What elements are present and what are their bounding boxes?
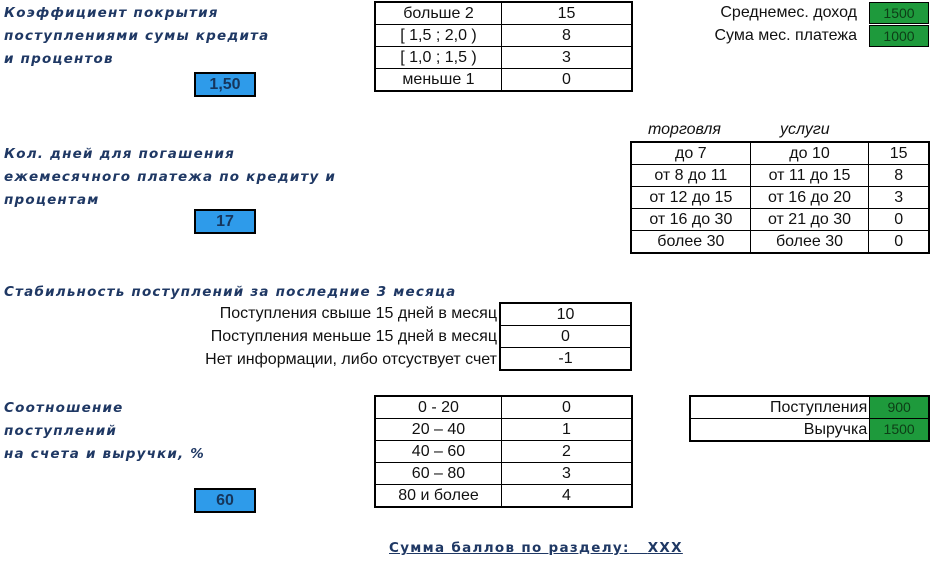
avg-income-value[interactable]: 1500 bbox=[869, 2, 929, 24]
points-cell[interactable]: 0 bbox=[502, 69, 633, 92]
table-row bbox=[631, 187, 929, 209]
table-row bbox=[690, 419, 929, 442]
table-row bbox=[375, 463, 632, 485]
section-total-value: XXX bbox=[647, 540, 683, 556]
table-row bbox=[631, 231, 929, 254]
days-to-repay-table bbox=[630, 141, 930, 254]
points-cell[interactable]: 3 bbox=[502, 463, 633, 485]
stability-row-label: Нет информации, либо отсуствует счет bbox=[205, 351, 497, 368]
days-to-repay-score[interactable]: 17 bbox=[194, 209, 256, 234]
receipts-revenue-ratio-label bbox=[4, 397, 205, 466]
stability-row-label: Поступления меньше 15 дней в месяц bbox=[210, 328, 497, 345]
points-cell[interactable]: 0 bbox=[869, 231, 929, 254]
days-to-repay-label-line: процентам bbox=[4, 192, 100, 208]
section-total-label: Сумма баллов по разделу: bbox=[389, 540, 630, 556]
table-row bbox=[375, 485, 632, 508]
table-row bbox=[500, 303, 631, 326]
points-cell[interactable]: 15 bbox=[869, 142, 929, 165]
range-cell[interactable]: 40 – 60 bbox=[375, 441, 502, 463]
table-row bbox=[375, 25, 632, 47]
receipts-revenue-input-table bbox=[689, 395, 930, 442]
points-cell[interactable]: 2 bbox=[502, 441, 633, 463]
coverage-ratio-label-line: поступлениями сумы кредита bbox=[4, 28, 270, 44]
points-cell[interactable]: 8 bbox=[869, 165, 929, 187]
days-to-repay-label-line: ежемесячного платежа по кредиту и bbox=[4, 169, 337, 185]
services-cell[interactable]: более 30 bbox=[750, 231, 869, 254]
receipts-value[interactable]: 900 bbox=[870, 396, 929, 419]
receipts-stability-table bbox=[499, 302, 632, 371]
points-cell[interactable]: 3 bbox=[869, 187, 929, 209]
points-cell[interactable]: 4 bbox=[502, 485, 633, 508]
services-cell[interactable]: от 11 до 15 bbox=[750, 165, 869, 187]
range-cell[interactable]: больше 2 bbox=[375, 2, 502, 25]
range-cell[interactable]: [ 1,5 ; 2,0 ) bbox=[375, 25, 502, 47]
receipts-revenue-ratio-score[interactable]: 60 bbox=[194, 488, 256, 513]
points-cell[interactable]: 0 bbox=[502, 396, 633, 419]
receipts-revenue-ratio-label-line: поступлений bbox=[4, 423, 118, 439]
points-cell[interactable]: 8 bbox=[502, 25, 633, 47]
coverage-ratio-label-line: Коэффициент покрытия bbox=[4, 5, 219, 21]
points-cell[interactable]: 0 bbox=[869, 209, 929, 231]
services-cell[interactable]: от 16 до 20 bbox=[750, 187, 869, 209]
stability-row-label: Поступления свыше 15 дней в месяц bbox=[219, 305, 497, 322]
receipts-stability-label: Стабильность поступлений за последние 3 месяца bbox=[4, 284, 457, 300]
trade-cell[interactable]: до 7 bbox=[631, 142, 750, 165]
points-cell[interactable]: 0 bbox=[500, 326, 631, 348]
range-cell[interactable]: меньше 1 bbox=[375, 69, 502, 92]
points-cell[interactable]: -1 bbox=[500, 348, 631, 371]
table-row bbox=[690, 396, 929, 419]
table-row bbox=[375, 47, 632, 69]
receipts-revenue-ratio-label-line: на счета и выручки, % bbox=[4, 446, 206, 462]
range-cell[interactable]: 80 и более bbox=[375, 485, 502, 508]
table-row bbox=[375, 396, 632, 419]
section-total bbox=[389, 540, 683, 556]
table-row bbox=[631, 209, 929, 231]
range-cell[interactable]: 60 – 80 bbox=[375, 463, 502, 485]
trade-cell[interactable]: от 16 до 30 bbox=[631, 209, 750, 231]
monthly-payment-value[interactable]: 1000 bbox=[869, 25, 929, 47]
points-cell[interactable]: 15 bbox=[502, 2, 633, 25]
days-to-repay-label-line: Кол. дней для погашения bbox=[4, 146, 236, 162]
receipts-revenue-ratio-table bbox=[374, 395, 633, 508]
coverage-ratio-score[interactable]: 1,50 bbox=[194, 72, 256, 97]
table-row bbox=[500, 326, 631, 348]
monthly-payment-label: Сума мес. платежа bbox=[714, 27, 857, 44]
days-to-repay-label bbox=[4, 143, 336, 212]
services-cell[interactable]: до 10 bbox=[750, 142, 869, 165]
coverage-ratio-label-line: и процентов bbox=[4, 51, 114, 67]
services-cell[interactable]: от 21 до 30 bbox=[750, 209, 869, 231]
points-cell[interactable]: 3 bbox=[502, 47, 633, 69]
revenue-label: Выручка bbox=[690, 419, 870, 442]
coverage-ratio-label bbox=[4, 2, 269, 71]
range-cell[interactable]: 20 – 40 bbox=[375, 419, 502, 441]
table-row bbox=[375, 69, 632, 92]
trade-cell[interactable]: от 8 до 11 bbox=[631, 165, 750, 187]
receipts-label: Поступления bbox=[690, 396, 870, 419]
trade-cell[interactable]: более 30 bbox=[631, 231, 750, 254]
table-row bbox=[631, 142, 929, 165]
table-row bbox=[500, 348, 631, 371]
table-row bbox=[375, 419, 632, 441]
receipts-revenue-ratio-label-line: Соотношение bbox=[4, 400, 124, 416]
avg-income-label: Среднемес. доход bbox=[720, 4, 857, 21]
table-row bbox=[375, 2, 632, 25]
points-cell[interactable]: 1 bbox=[502, 419, 633, 441]
coverage-ratio-table bbox=[374, 1, 633, 92]
trade-column-header: торговля bbox=[648, 121, 721, 138]
points-cell[interactable]: 10 bbox=[500, 303, 631, 326]
table-row bbox=[631, 165, 929, 187]
trade-cell[interactable]: от 12 до 15 bbox=[631, 187, 750, 209]
range-cell[interactable]: [ 1,0 ; 1,5 ) bbox=[375, 47, 502, 69]
table-row bbox=[375, 441, 632, 463]
revenue-value[interactable]: 1500 bbox=[870, 419, 929, 442]
services-column-header: услуги bbox=[780, 121, 830, 138]
range-cell[interactable]: 0 - 20 bbox=[375, 396, 502, 419]
